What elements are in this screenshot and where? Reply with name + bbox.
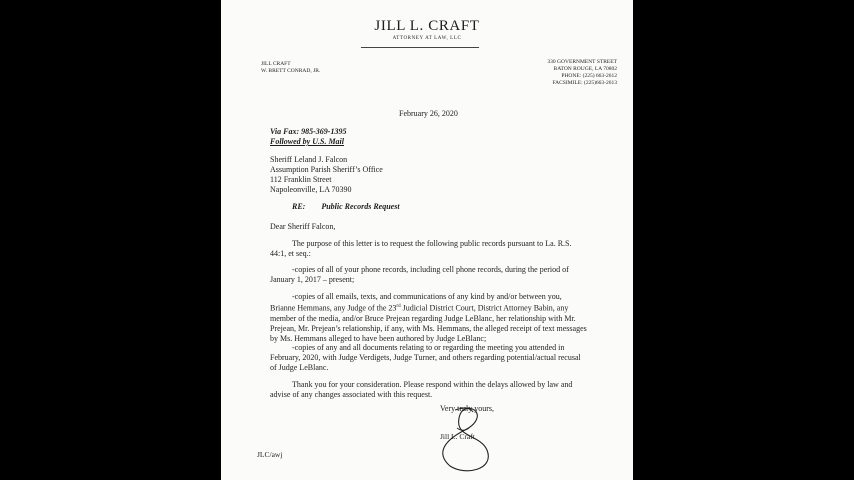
followed-by: Followed by U.S. Mail <box>270 137 345 146</box>
attorney-names <box>261 61 320 75</box>
recipient-line: Assumption Parish Sheriff’s Office <box>270 165 383 174</box>
address-line: 330 GOVERNMENT STREET <box>547 59 617 65</box>
paragraph-intro <box>270 239 588 259</box>
paragraph-thanks <box>270 380 588 400</box>
address-line: PHONE: (225) 663-2612 <box>561 73 617 79</box>
recipient-block <box>270 155 383 195</box>
paragraph-meeting-documents <box>270 343 588 373</box>
subject-line <box>292 202 414 211</box>
re-label: RE: <box>292 202 306 211</box>
address-line: FACSIMILE: (225)663-2613 <box>552 80 617 86</box>
paragraph-line: of Judge LeBlanc. <box>270 363 329 372</box>
closing: Very truly yours, <box>440 404 494 413</box>
firm-subtitle: ATTORNEY AT LAW, LLC <box>392 36 462 41</box>
salutation: Dear Sheriff Falcon, <box>270 222 336 231</box>
re-subject: Public Records Request <box>321 202 400 211</box>
typist-initials: JLC/awj <box>257 450 283 459</box>
attorney-name: W. BRETT CONRAD, JR. <box>261 68 321 74</box>
recipient-line: Napoleonville, LA 70390 <box>270 185 352 194</box>
firm-name: JILL L. CRAFT <box>374 18 480 34</box>
delivery-method <box>270 127 346 147</box>
paragraph-line: Thank you for your consideration. Please respond within the delays allowed by law and <box>292 380 573 389</box>
paragraph-line: -copies of any and all documents relating to or regarding the meeting you attended in <box>292 343 565 352</box>
paragraph-line: January 1, 2017 – present; <box>270 275 355 284</box>
paragraph-line: -copies of all emails, texts, and communications of any kind by and/or between you, <box>292 292 562 301</box>
paragraph-line: Brianne Hemmans, any Judge of the 23rd Judicial District Court, District Attorney Babin, any <box>270 303 569 313</box>
paragraph-line: by Ms. Hemmans alleged to have been authored by Judge LeBlanc; <box>270 333 487 343</box>
via-fax: Via Fax: 985-369-1395 <box>270 127 347 136</box>
paragraph-phone-records <box>270 265 588 285</box>
firm-address <box>511 59 617 87</box>
recipient-line: Sheriff Leland J. Falcon <box>270 155 348 164</box>
letter-page <box>221 0 633 480</box>
paragraph-line: member of the media, and/or Bruce Prejean regarding Judge LeBlanc, her relationship with Mr. <box>270 313 576 323</box>
paragraph-communications <box>270 292 588 344</box>
attorney-name: JILL CRAFT <box>261 61 291 67</box>
paragraph-line: advise of any changes associated with this request. <box>270 390 433 399</box>
paragraph-line: 44:1, et seq.: <box>270 249 311 258</box>
paragraph-line: Prejean, Mr. Prejean’s relationship, if any, with Ms. Hemmans, the alleged receipt of text messages <box>270 323 587 333</box>
paragraph-line: The purpose of this letter is to request the following public records pursuant to La. R.S. <box>292 239 572 248</box>
address-line: BATON ROUGE, LA 70802 <box>553 66 617 72</box>
paragraph-line: February, 2020, with Judge Verdigets, Judge Turner, and others regarding potential/actual recusal <box>270 353 581 362</box>
letter-date: February 26, 2020 <box>399 109 458 118</box>
recipient-line: 112 Franklin Street <box>270 175 332 184</box>
signer-name: Jill L. Craft <box>440 432 475 441</box>
letterhead-divider <box>361 47 479 48</box>
paragraph-line: -copies of all of your phone records, including cell phone records, during the period of <box>292 265 569 274</box>
